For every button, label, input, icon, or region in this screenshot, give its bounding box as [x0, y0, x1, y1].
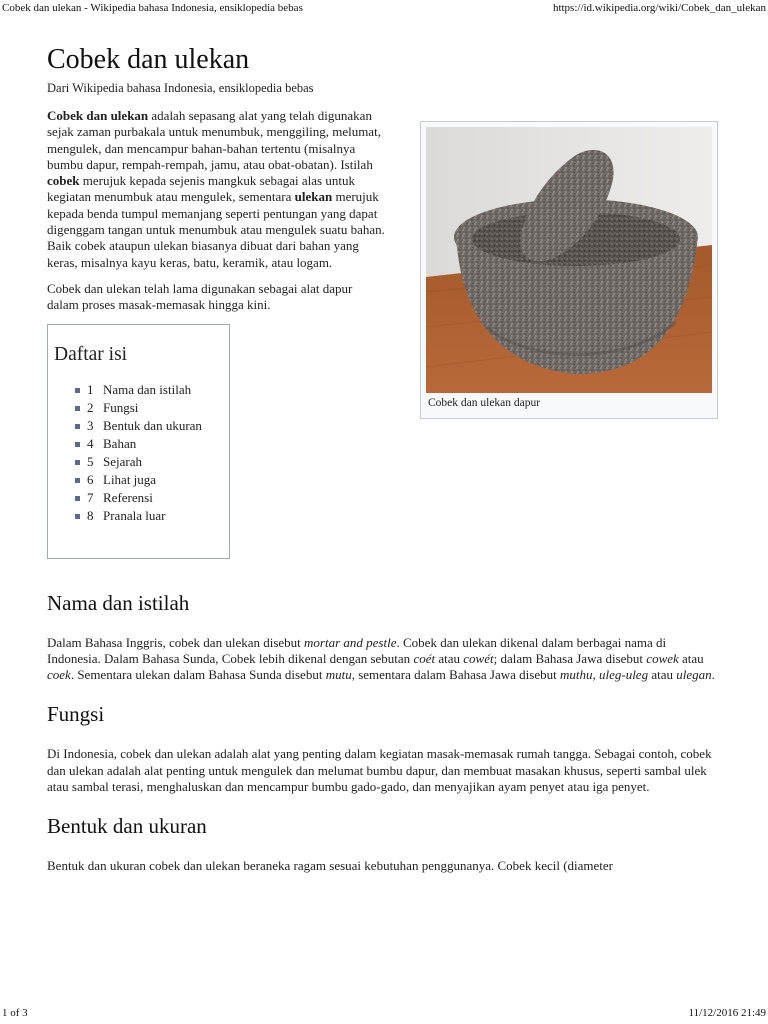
section-paragraph: Di Indonesia, cobek dan ulekan adalah alat yang penting dalam kegiatan masak-memasak rumah tangga. Sebagai contoh, cobek dan ulekan adalah alat penting untuk mengulek dan melumat bumbu dapur, dan membuat masakan khusus, seperti sambal ulek atau sambal terasi, menghaluskan dan mencampur bumbu gado-gado, dan menyajikan ayam penyet atau iga penyet. — [47, 746, 712, 795]
section-paragraph: Bentuk dan ukuran cobek dan ulekan beraneka ragam sesuai kebutuhan penggunanya. Cobek kecil (diameter — [47, 858, 614, 874]
toc-number: 2 — [87, 399, 94, 415]
mortar-pestle-image[interactable] — [426, 127, 712, 393]
toc-label: Bentuk dan ukuran — [103, 417, 202, 433]
toc-item-sejarah[interactable] — [75, 453, 223, 471]
intro-paragraph-1 — [47, 108, 387, 271]
toc-number: 8 — [87, 507, 94, 523]
intro-paragraph-2: Cobek dan ulekan telah lama digunakan sebagai alat dapur dalam proses masak-memasak hingga kini. — [47, 280, 353, 313]
bullet-icon — [75, 406, 80, 411]
bold-term-ulekan: ulekan — [294, 189, 333, 205]
section-heading: Bentuk dan ukuran — [47, 814, 207, 839]
toc-item-bahan[interactable] — [75, 435, 223, 453]
toc-number: 7 — [87, 489, 94, 505]
toc-number: 6 — [87, 471, 94, 487]
toc-number: 5 — [87, 453, 94, 469]
section-heading: Nama dan istilah — [47, 590, 190, 615]
page-subtitle: Dari Wikipedia bahasa Indonesia, ensiklopedia bebas — [47, 81, 314, 95]
toc-number: 3 — [87, 417, 94, 433]
section-paragraph: Dalam Bahasa Inggris, cobek dan ulekan disebut mortar and pestle. Cobek dan ulekan dikenal dalam berbagai nama di Indonesia. Dalam Bahasa Sunda, Cobek lebih dikenal dengan sebutan coét atau cowét; dalam Bahasa Jawa disebut cowek atau coek. Sementara ulekan dalam Bahasa Sunda disebut mutu, sementara dalam Bahasa Jawa disebut muthu, uleg-uleg atau ulegan. — [47, 634, 715, 683]
bold-term-cobek: cobek — [47, 173, 80, 189]
bullet-icon — [75, 460, 80, 465]
bullet-icon — [75, 442, 80, 447]
toc-number: 1 — [87, 381, 94, 397]
toc-item-referensi[interactable] — [75, 489, 223, 507]
infobox-figure — [420, 121, 718, 419]
toc-label: Bahan — [103, 435, 137, 451]
intro-text-1: adalah sepasang alat yang telah digunakan sejak zaman purbakala untuk menumbuk, menggiling, melumat, mengulek, dan mencampur bahan-bahan tertentu (misalnya bumbu dapur, rempah-rempah, jamu, atau obat-obatan). Istilah — [47, 108, 381, 172]
section-heading: Fungsi — [47, 702, 105, 727]
page-number: 1 of 3 — [2, 1007, 28, 1019]
toc-item-nama-dan-istilah[interactable] — [75, 381, 223, 399]
toc-item-bentuk-dan-ukuran[interactable] — [75, 417, 223, 435]
toc-label: Pranala luar — [103, 507, 166, 523]
article-content — [47, 40, 720, 892]
toc-number: 4 — [87, 435, 94, 451]
toc-title: Daftar isi — [54, 343, 128, 365]
print-header — [2, 2, 766, 16]
toc-label: Referensi — [103, 489, 153, 505]
intro-text-2: merujuk kepada sejenis mangkuk sebagai alas untuk kegiatan menumbuk atau mengulek, sementara — [47, 173, 355, 205]
print-header-url: https://id.wikipedia.org/wiki/Cobek_dan_ulekan — [552, 2, 766, 14]
section-bentuk-dan-ukuran — [47, 812, 720, 874]
table-of-contents — [47, 324, 230, 559]
toc-list — [54, 381, 223, 525]
toc-label: Lihat juga — [103, 471, 157, 487]
bullet-icon — [75, 496, 80, 501]
toc-label: Nama dan istilah — [103, 381, 192, 397]
bullet-icon — [75, 424, 80, 429]
bullet-icon — [75, 478, 80, 483]
print-header-title: Cobek dan ulekan - Wikipedia bahasa Indonesia, ensiklopedia bebas — [2, 2, 303, 14]
bold-term-cobek-dan-ulekan: Cobek dan ulekan — [47, 108, 149, 123]
toc-label: Fungsi — [103, 399, 139, 415]
toc-label: Sejarah — [103, 453, 142, 469]
toc-item-fungsi[interactable] — [75, 399, 223, 417]
toc-item-lihat-juga[interactable] — [75, 471, 223, 489]
mortar-pestle-illustration — [426, 127, 712, 393]
section-fungsi — [47, 700, 720, 795]
intro-text-3: merujuk kepada benda tumpul memanjang seperti pentungan yang dapat digenggam tangan untuk menumbuk atau mengulek suatu bahan. Baik cobek ataupun ulekan biasanya dibuat dari bahan yang keras, misalnya kayu keras, batu, keramik, atau logam. — [47, 189, 385, 270]
bullet-icon — [75, 514, 80, 519]
page-title: Cobek dan ulekan — [47, 44, 250, 75]
toc-item-pranala-luar[interactable] — [75, 507, 223, 525]
intro — [47, 108, 387, 314]
print-timestamp: 11/12/2016 21:49 — [688, 1007, 766, 1019]
section-nama-dan-istilah — [47, 589, 720, 684]
figure-caption: Cobek dan ulekan dapur — [428, 397, 541, 409]
print-footer — [2, 1007, 766, 1021]
bullet-icon — [75, 388, 80, 393]
